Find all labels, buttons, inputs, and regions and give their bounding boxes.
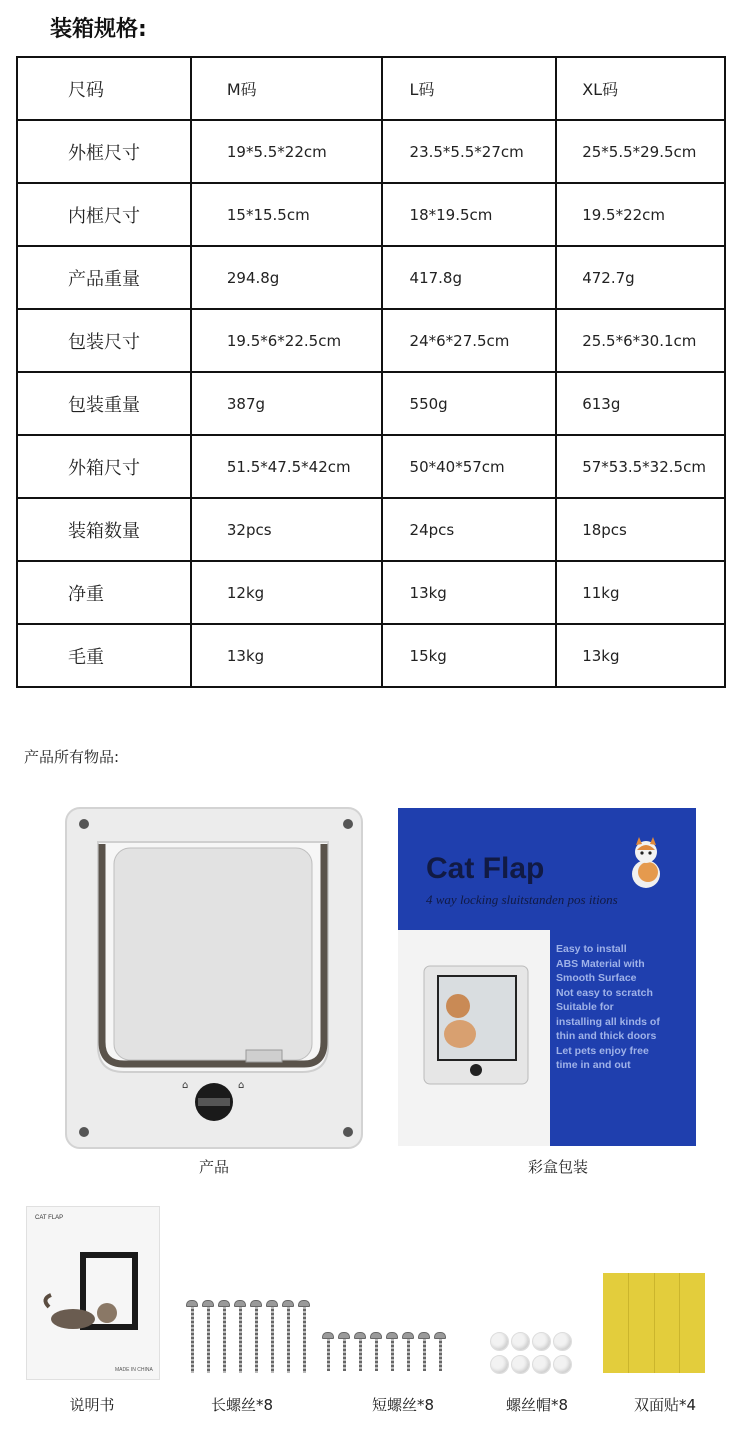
table-cell: 18*19.5cm	[382, 183, 557, 246]
box-feature: Suitable for	[556, 1001, 614, 1013]
table-cell: 57*53.5*32.5cm	[556, 435, 725, 498]
table-row	[17, 498, 725, 561]
table-cell: 19.5*22cm	[556, 183, 725, 246]
short-screws-image	[322, 1332, 446, 1371]
screw	[386, 1332, 398, 1371]
caption-short-screws: 短螺丝*8	[371, 1396, 435, 1414]
table-row	[17, 372, 725, 435]
screw	[418, 1332, 430, 1371]
table-cell: 包装重量	[17, 372, 191, 435]
table-cell: 11kg	[556, 561, 725, 624]
table-cell: 毛重	[17, 624, 191, 687]
table-cell: 包装尺寸	[17, 309, 191, 372]
box-subtitle: 4 way locking sluitstanden pos itions	[426, 892, 618, 907]
manual-made-in: MADE IN CHINA	[115, 1367, 153, 1373]
table-cell: 613g	[556, 372, 725, 435]
table-cell: 51.5*47.5*42cm	[191, 435, 382, 498]
table-cell: 15kg	[382, 624, 557, 687]
table-row	[17, 561, 725, 624]
caption-tape: 双面贴*4	[633, 1396, 697, 1414]
screw	[186, 1300, 198, 1373]
section-title: 装箱规格:	[50, 17, 147, 42]
table-header-cell: 尺码	[17, 57, 191, 120]
table-header-row	[17, 57, 725, 120]
box-feature: Let pets enjoy free	[556, 1044, 649, 1057]
screw	[322, 1332, 334, 1371]
table-cell: 12kg	[191, 561, 382, 624]
items-title: 产品所有物品:	[24, 748, 120, 766]
table-cell: 387g	[191, 372, 382, 435]
screw	[338, 1332, 350, 1371]
screw	[434, 1332, 446, 1371]
box-feature: Easy to install	[556, 943, 627, 955]
table-cell: 外框尺寸	[17, 120, 191, 183]
table-cell: 25.5*6*30.1cm	[556, 309, 725, 372]
table-cell: 25*5.5*29.5cm	[556, 120, 725, 183]
box-feature: Not easy to scratch	[556, 986, 653, 999]
screw	[218, 1300, 230, 1373]
manual-image	[26, 1206, 160, 1380]
table-cell: 24pcs	[382, 498, 557, 561]
double-sided-tape-image	[603, 1273, 705, 1373]
table-row	[17, 309, 725, 372]
box-features	[556, 942, 696, 1073]
screw	[234, 1300, 246, 1373]
screw	[370, 1332, 382, 1371]
screw	[250, 1300, 262, 1373]
screw	[282, 1300, 294, 1373]
table-header-cell: M码	[191, 57, 382, 120]
table-cell: 294.8g	[191, 246, 382, 309]
table-cell: 24*6*27.5cm	[382, 309, 557, 372]
caption-long-screws: 长螺丝*8	[210, 1396, 274, 1414]
table-cell: 417.8g	[382, 246, 557, 309]
screw	[266, 1300, 278, 1373]
box-photo-panel	[398, 930, 550, 1146]
long-screws-image	[186, 1300, 310, 1373]
table-row	[17, 183, 725, 246]
table-cell: 32pcs	[191, 498, 382, 561]
table-cell: 550g	[382, 372, 557, 435]
box-brand: Cat Flap	[426, 852, 545, 885]
table-cell: 15*15.5cm	[191, 183, 382, 246]
box-feature: time in and out	[556, 1059, 631, 1071]
caption-product: 产品	[198, 1158, 229, 1176]
box-feature: Smooth Surface	[556, 972, 637, 984]
caption-screw-caps: 螺丝帽*8	[505, 1396, 569, 1414]
screw	[402, 1332, 414, 1371]
color-box-image	[398, 808, 696, 1146]
table-cell: 23.5*5.5*27cm	[382, 120, 557, 183]
screw	[202, 1300, 214, 1373]
table-cell: 净重	[17, 561, 191, 624]
table-cell: 装箱数量	[17, 498, 191, 561]
table-cell: 内框尺寸	[17, 183, 191, 246]
box-feature: thin and thick doors	[556, 1030, 657, 1042]
kitten-icon	[626, 836, 666, 894]
table-cell: 13kg	[382, 561, 557, 624]
box-feature: installing all kinds of	[556, 1015, 660, 1028]
table-row	[17, 435, 725, 498]
table-cell: 13kg	[191, 624, 382, 687]
svg-text:⌂: ⌂	[182, 1080, 189, 1091]
table-cell: 472.7g	[556, 246, 725, 309]
screw-caps-image	[490, 1332, 570, 1374]
table-cell: 18pcs	[556, 498, 725, 561]
table-header-cell: L码	[382, 57, 557, 120]
screw	[354, 1332, 366, 1371]
manual-cover-title: CAT FLAP	[35, 1215, 64, 1221]
caption-color-box: 彩盒包装	[527, 1158, 588, 1176]
table-row	[17, 246, 725, 309]
caption-manual: 说明书	[69, 1396, 115, 1414]
box-feature: ABS Material with	[556, 957, 645, 970]
cat-flap-product-image	[62, 806, 364, 1150]
table-header-cell: XL码	[556, 57, 725, 120]
screw	[298, 1300, 310, 1373]
table-row	[17, 624, 725, 687]
table-row	[17, 120, 725, 183]
table-cell: 19.5*6*22.5cm	[191, 309, 382, 372]
table-cell: 50*40*57cm	[382, 435, 557, 498]
svg-text:⌂: ⌂	[238, 1080, 245, 1091]
table-cell: 外箱尺寸	[17, 435, 191, 498]
table-cell: 13kg	[556, 624, 725, 687]
table-cell: 19*5.5*22cm	[191, 120, 382, 183]
packing-spec-table	[16, 56, 726, 688]
table-cell: 产品重量	[17, 246, 191, 309]
